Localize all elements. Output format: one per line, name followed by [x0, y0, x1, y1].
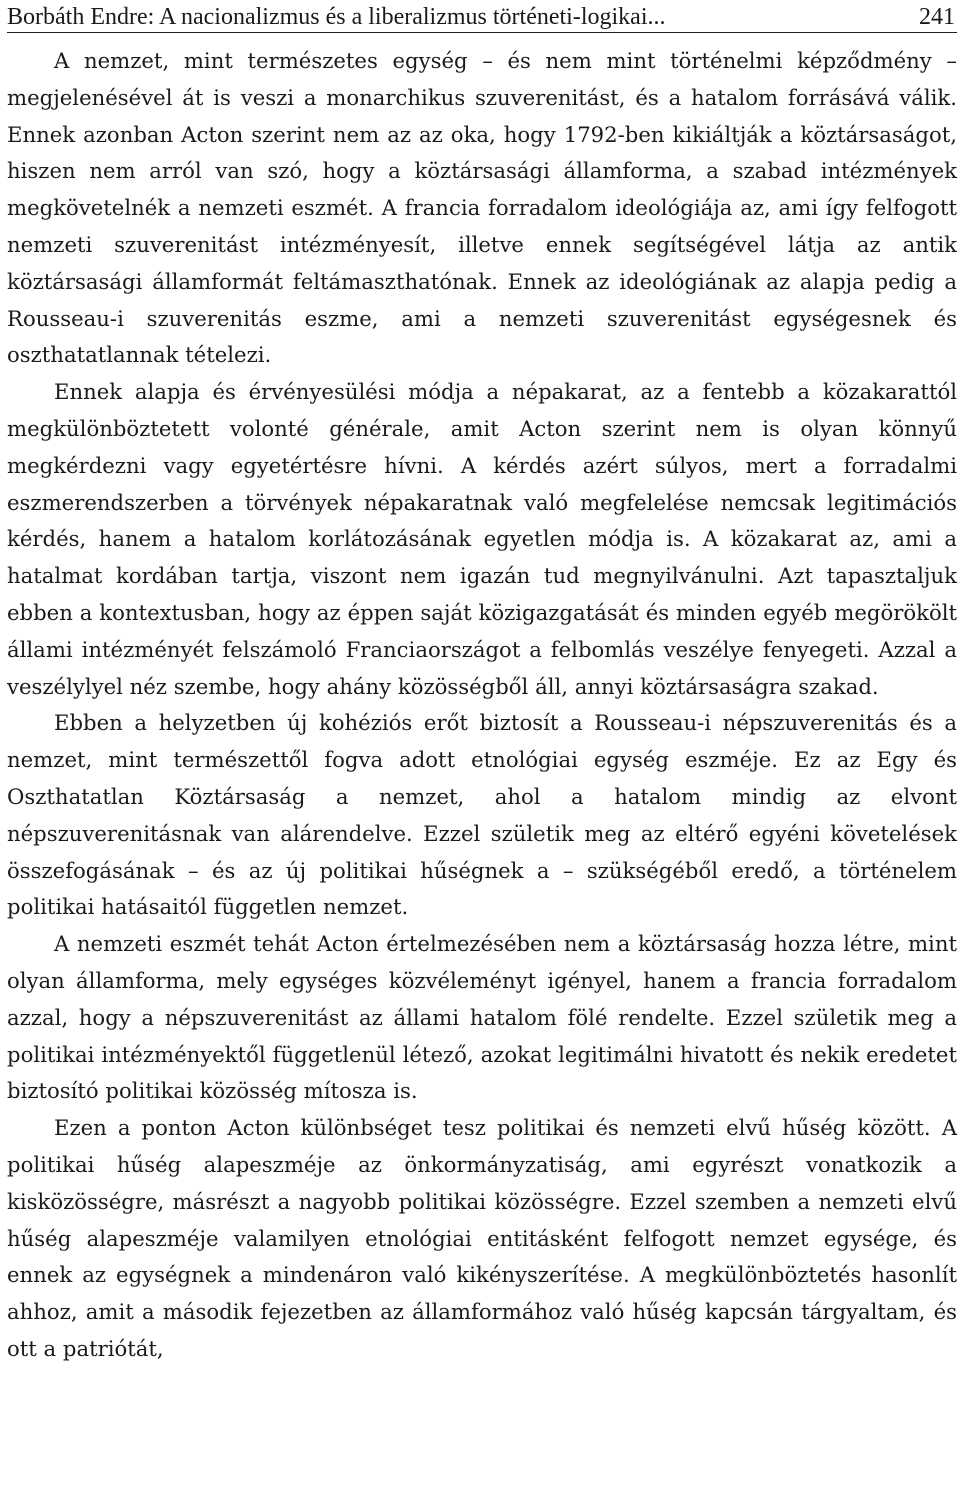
running-head: [7, 0, 957, 33]
body-text: [7, 43, 957, 1368]
paragraph: Ebben a helyzetben új kohéziós erőt biztosít a Rousseau-i népszuverenitás és a nemzet, mint természettől fogva adott etnológiai egység eszméje. Ez az Egy és Oszthatatlan Köztársaság a nemzet, ahol a hatalom mindig az elvont népszuverenitásnak van alárendelve. Ezzel születik meg az eltérő egyéni követelések összefogásának – és az új politikai hűségnek a – szükségéből eredő, a történelem politikai hatásaitól független nemzet.: [7, 710, 957, 920]
page-number: 241: [919, 4, 955, 30]
document-page: [7, 0, 957, 1368]
paragraph: Ezen a ponton Acton különbséget tesz politikai és nemzeti elvű hűség között. A politikai hűség alapeszméje az önkormányzatiság, ami egyrészt vonatkozik a kisközösségre, másrészt a nagyobb politikai közösségre. Ezzel szemben a nemzeti elvű hűség alapeszméje valamilyen etnológiai entitásként felfogott nemzet egysége, és ennek az egységnek a mindenáron való kikényszerítése. A megkülönböztetés hasonlít ahhoz, amit a második fejezetben az államformához való hűség kapcsán tárgyaltam, és ott a patriótát,: [7, 1115, 957, 1361]
running-head-title: Borbáth Endre: A nacionalizmus és a liberalizmus történeti-logikai...: [7, 4, 666, 30]
paragraph: A nemzeti eszmét tehát Acton értelmezésében nem a köztársaság hozza létre, mint olyan államforma, mely egységes közvéleményt igényel, hanem a francia forradalom azzal, hogy a népszuverenitást az állami hatalom fölé rendelte. Ezzel születik meg a politikai intézményektől függetlenül létező, azokat legitimálni hivatott és nekik eredetet biztosító politikai közösség mítosza is.: [7, 931, 957, 1104]
paragraph: Ennek alapja és érvényesülési módja a népakarat, az a fentebb a közakarattól megkülönböztetett volonté générale, amit Acton szerint nem is olyan könnyű megkérdezni vagy egyetértésre hívni. A kérdés azért súlyos, mert a forradalmi eszmerendszerben a törvények népakaratnak való megfelelése nemcsak legitimációs kérdés, hanem a hatalom korlátozásának egyetlen módja is. A közakarat az, ami a hatalmat kordában tartja, viszont nem igazán tud megnyilvánulni. Azt tapasztaljuk ebben a kontextusban, hogy az éppen saját közigazgatását és minden egyéb megörökölt állami intézményét felszámoló Franciaországot a felbomlás veszélye fenyegeti. Azzal a veszélylyel néz szembe, hogy ahány közösségből áll, annyi köztársaságra szakad.: [7, 379, 957, 699]
paragraph: A nemzet, mint természetes egység – és nem mint történelmi képződmény – megjelenésével át is veszi a monarchikus szuverenitást, és a hatalom forrásává válik. Ennek azonban Acton szerint nem az az oka, hogy 1792-ben kikiáltják a köztársaságot, hiszen nem arról van szó, hogy a köztársasági államforma, a szabad intézmények megkövetelnék a nemzeti eszmét. A francia forradalom ideológiája az, ami így felfogott nemzeti szuverenitást intézményesít, illetve ennek segítségével látja az antik köztársasági államformát feltámaszthatónak. Ennek az ideológiának az alapja pedig a Rousseau-i szuverenitás eszme, ami a nemzeti szuverenitást egységesnek és oszthatatlannak tételezi.: [7, 48, 957, 368]
